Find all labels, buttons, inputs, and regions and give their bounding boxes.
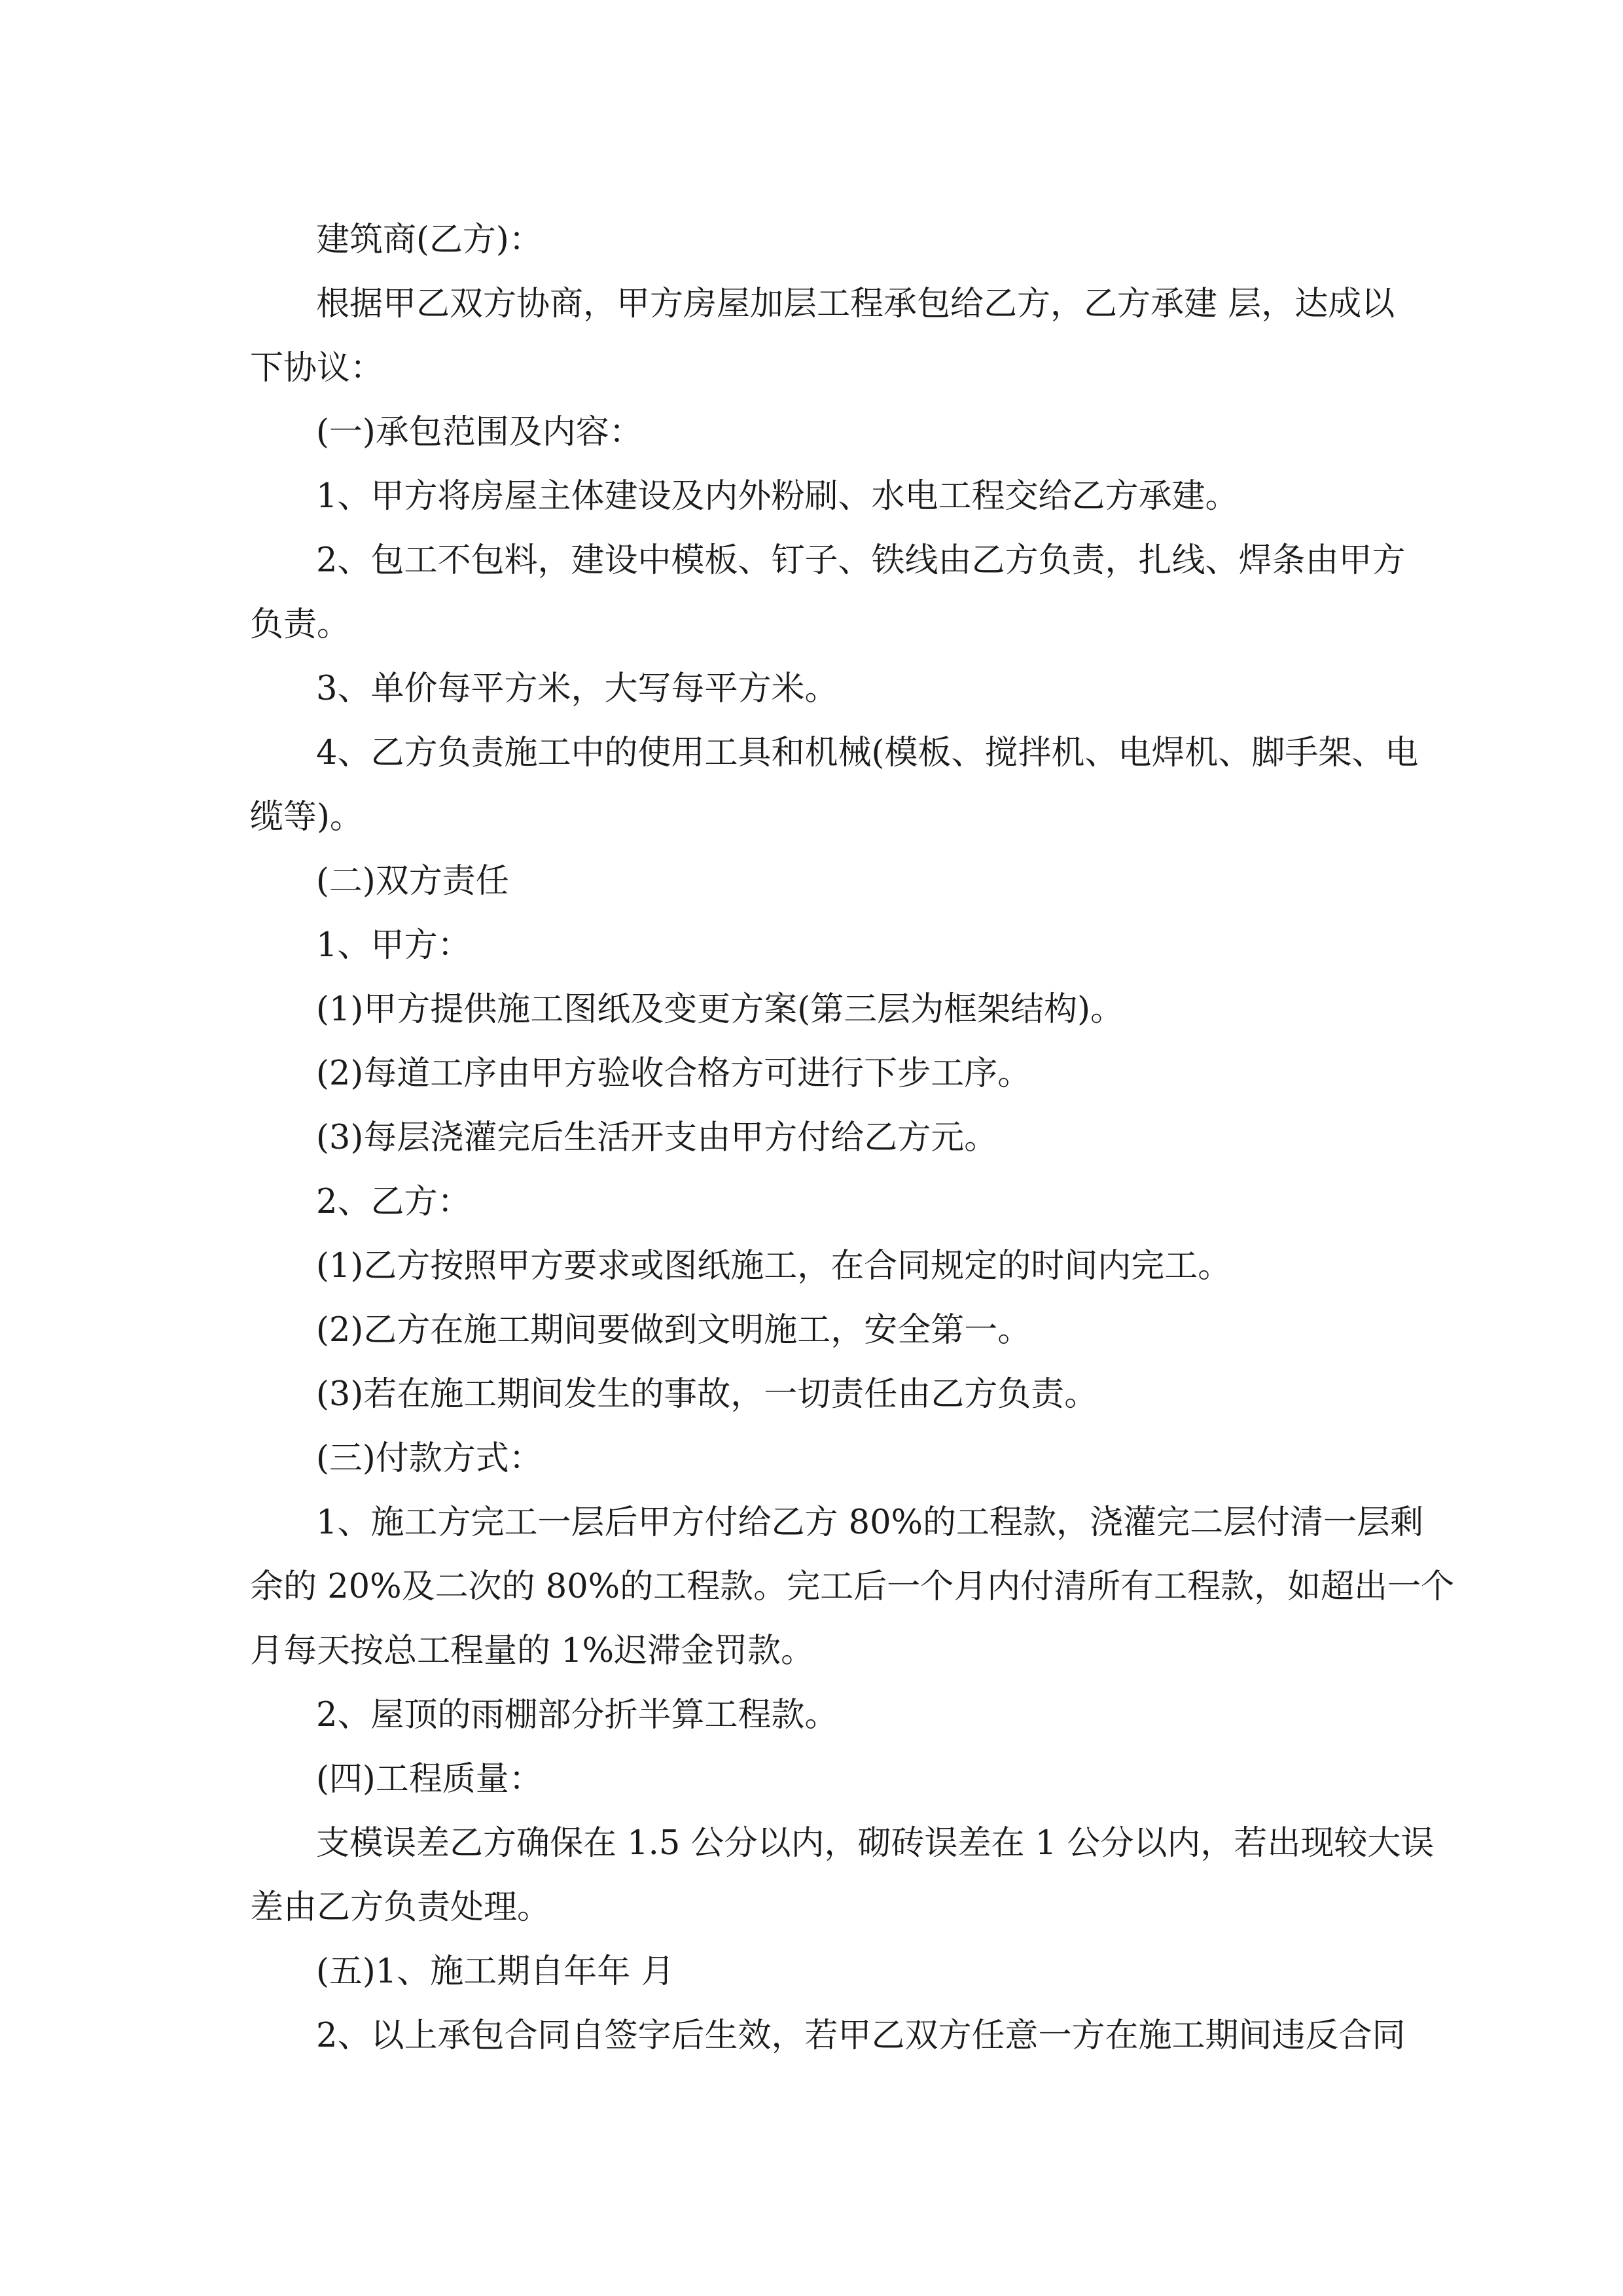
paragraph-party-b-1 <box>316 1234 1389 1299</box>
text-line: 4、乙方负责施工中的使用工具和机械(模板、搅拌机、电焊机、脚手架、电 <box>316 734 1419 772</box>
section-heading-quality <box>316 1748 1389 1812</box>
paragraph-party-b-2 <box>316 1299 1389 1363</box>
paragraph-party-a-3 <box>316 1106 1389 1170</box>
text-line: 2、以上承包合同自签字后生效，若甲乙双方任意一方在施工期间违反合同 <box>316 2017 1406 2055</box>
text-line: 2、包工不包料，建设中模板、钉子、铁线由乙方负责，扎线、焊条由甲方 <box>316 541 1406 580</box>
section-heading-scope <box>316 401 1389 465</box>
text-line: 根据甲乙双方协商，甲方房屋加层工程承包给乙方，乙方承建 层，达成以 <box>316 285 1395 323</box>
paragraph-schedule-1 <box>316 1940 1389 2004</box>
paragraph-payment-2 <box>316 1683 1389 1748</box>
text-line: 2、乙方： <box>316 1183 471 1221</box>
contract-body <box>250 208 1455 2068</box>
text-line: 下协议： <box>250 349 384 387</box>
paragraph-scope-2 <box>250 529 1406 657</box>
text-line: (2)每道工序由甲方验收合格方可进行下步工序。 <box>316 1054 1031 1093</box>
text-line: 差由乙方负责处理。 <box>250 1888 551 1927</box>
text-line: 1、甲方： <box>316 926 471 965</box>
paragraph-party-a-2 <box>316 1042 1389 1106</box>
paragraph-schedule-2 <box>316 2004 1406 2068</box>
text-line: (1)甲方提供施工图纸及变更方案(第三层为框架结构)。 <box>316 990 1124 1029</box>
text-line: 1、甲方将房屋主体建设及内外粉刷、水电工程交给乙方承建。 <box>316 477 1239 516</box>
text-line: (3)若在施工期间发生的事故，一切责任由乙方负责。 <box>316 1375 1098 1414</box>
text-line: (五)1、施工期自年年 月 <box>316 1952 675 1991</box>
text-line: 3、单价每平方米，大写每平方米。 <box>316 670 838 708</box>
text-line: (三)付款方式： <box>316 1439 543 1478</box>
text-line: 支模误差乙方确保在 1.5 公分以内，砌砖误差在 1 公分以内，若出现较大误 <box>316 1824 1435 1863</box>
text-line: (二)双方责任 <box>316 862 509 901</box>
paragraph-party-b <box>316 1170 1389 1234</box>
paragraph-quality <box>250 1812 1435 1940</box>
text-line: 月每天按总工程量的 1%迟滞金罚款。 <box>250 1632 815 1670</box>
text-line: (四)工程质量： <box>316 1760 543 1799</box>
text-line: 负责。 <box>250 605 351 644</box>
paragraph-payment-1 <box>250 1491 1455 1683</box>
text-line: 建筑商(乙方)： <box>316 221 543 259</box>
section-heading-responsibilities <box>316 850 1389 914</box>
paragraph-scope-3 <box>316 657 1389 721</box>
text-line: 余的 20%及二次的 80%的工程款。完工后一个月内付清所有工程款，如超出一个 <box>250 1568 1455 1606</box>
text-line: (3)每层浇灌完后生活开支由甲方付给乙方元。 <box>316 1119 998 1157</box>
text-line: 缆等)。 <box>250 798 363 836</box>
paragraph-builder-party <box>316 208 1389 272</box>
paragraph-party-b-3 <box>316 1363 1389 1427</box>
paragraph-party-a <box>316 914 1389 978</box>
text-line: (一)承包范围及内容： <box>316 413 643 452</box>
paragraph-scope-4 <box>250 721 1419 850</box>
paragraph-scope-1 <box>316 465 1389 529</box>
text-line: 2、屋顶的雨棚部分折半算工程款。 <box>316 1696 838 1734</box>
text-line: (1)乙方按照甲方要求或图纸施工，在合同规定的时间内完工。 <box>316 1247 1232 1285</box>
paragraph-party-a-1 <box>316 978 1389 1042</box>
text-line: 1、施工方完工一层后甲方付给乙方 80%的工程款，浇灌完二层付清一层剩 <box>316 1503 1424 1542</box>
text-line: (2)乙方在施工期间要做到文明施工，安全第一。 <box>316 1311 1031 1350</box>
paragraph-agreement-intro <box>250 272 1395 401</box>
section-heading-payment <box>316 1427 1389 1491</box>
